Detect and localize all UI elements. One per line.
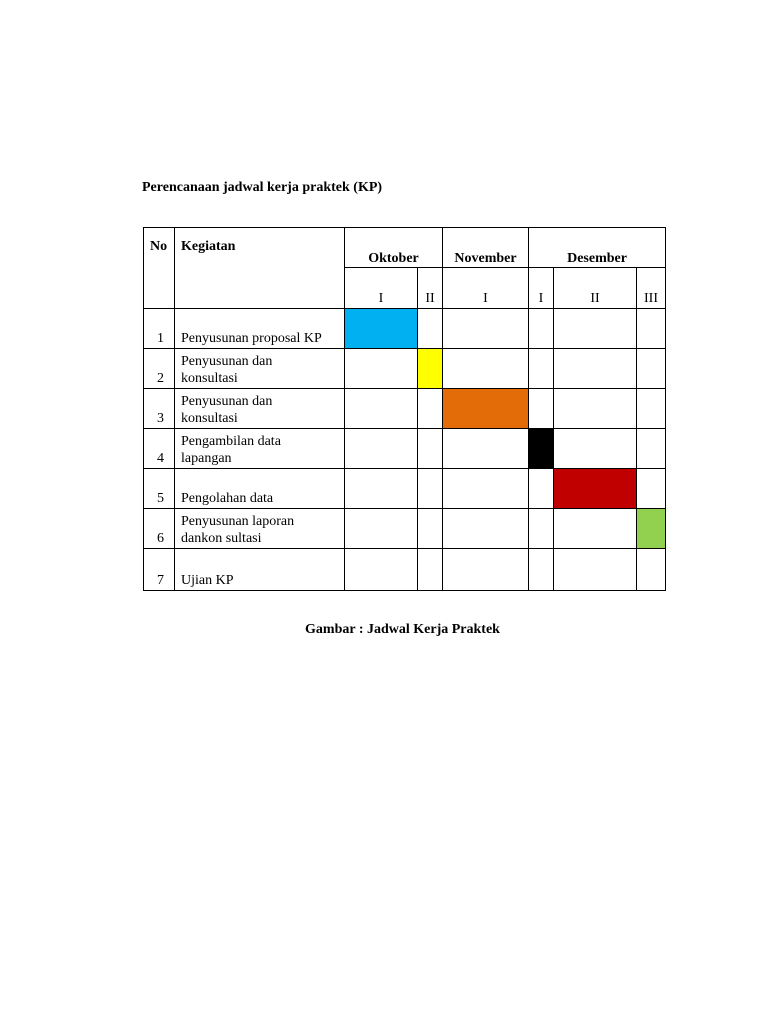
activity-line-1: Penyusunan dan xyxy=(181,394,273,409)
schedule-cell xyxy=(418,509,443,549)
activity-line-1: Pengolahan data xyxy=(181,491,274,506)
schedule-cell xyxy=(554,309,637,349)
schedule-cell xyxy=(554,549,637,591)
schedule-cell xyxy=(443,429,529,469)
schedule-cell xyxy=(637,309,666,349)
schedule-cell xyxy=(345,469,418,509)
week-header-des-3: III xyxy=(637,268,666,309)
activity-line-2: konsultasi xyxy=(181,371,238,386)
schedule-cell xyxy=(345,349,418,389)
schedule-bar xyxy=(443,389,529,429)
schedule-bar xyxy=(637,509,666,549)
row-activity xyxy=(175,389,345,429)
schedule-cell xyxy=(418,469,443,509)
schedule-rows xyxy=(144,309,666,591)
schedule-cell xyxy=(637,549,666,591)
row-number: 6 xyxy=(144,509,175,549)
schedule-cell xyxy=(529,389,554,429)
schedule-cell xyxy=(554,389,637,429)
schedule-bar xyxy=(345,309,418,349)
table-row xyxy=(144,429,666,469)
activity-line-1: Ujian KP xyxy=(181,573,234,588)
schedule-cell xyxy=(418,429,443,469)
week-header-des-2: II xyxy=(554,268,637,309)
row-number: 2 xyxy=(144,349,175,389)
document-title: Perencanaan jadwal kerja praktek (KP) xyxy=(142,180,383,195)
activity-line-2: konsultasi xyxy=(181,411,238,426)
week-header-okt-1: I xyxy=(345,268,418,309)
week-header-des-1: I xyxy=(529,268,554,309)
schedule-cell xyxy=(345,429,418,469)
row-activity xyxy=(175,509,345,549)
schedule-cell xyxy=(554,509,637,549)
row-number: 1 xyxy=(144,309,175,349)
table-row xyxy=(144,389,666,429)
schedule-cell xyxy=(345,389,418,429)
row-activity xyxy=(175,309,345,349)
schedule-cell xyxy=(418,309,443,349)
table-row xyxy=(144,469,666,509)
schedule-cell xyxy=(529,549,554,591)
schedule-cell xyxy=(529,309,554,349)
schedule-cell xyxy=(529,509,554,549)
row-activity xyxy=(175,549,345,591)
table-row xyxy=(144,349,666,389)
header-month-november xyxy=(443,228,529,268)
schedule-bar xyxy=(529,429,554,469)
activity-line-1: Penyusunan proposal KP xyxy=(181,331,322,346)
schedule-cell xyxy=(443,309,529,349)
activity-line-2: dankon sultasi xyxy=(181,531,262,546)
schedule-cell xyxy=(345,509,418,549)
week-header-okt-2: II xyxy=(418,268,443,309)
schedule-cell xyxy=(418,389,443,429)
schedule-bar xyxy=(554,469,637,509)
table-row xyxy=(144,309,666,349)
schedule-cell xyxy=(554,429,637,469)
schedule-cell xyxy=(443,509,529,549)
week-header-nov-1: I xyxy=(443,268,529,309)
schedule-cell xyxy=(443,469,529,509)
schedule-cell xyxy=(637,469,666,509)
month-label: Oktober xyxy=(368,251,419,266)
row-activity xyxy=(175,349,345,389)
row-number: 3 xyxy=(144,389,175,429)
schedule-cell xyxy=(637,429,666,469)
header-month-oktober xyxy=(345,228,443,268)
row-activity xyxy=(175,469,345,509)
schedule-cell xyxy=(443,549,529,591)
schedule-cell xyxy=(345,549,418,591)
schedule-cell xyxy=(637,349,666,389)
schedule-cell xyxy=(529,349,554,389)
table-row xyxy=(144,549,666,591)
schedule-cell xyxy=(443,349,529,389)
row-activity xyxy=(175,429,345,469)
header-month-desember xyxy=(529,228,666,268)
table-row xyxy=(144,509,666,549)
header-activity: Kegiatan xyxy=(175,228,345,309)
schedule-cell xyxy=(554,349,637,389)
schedule-bar xyxy=(418,349,443,389)
activity-line-1: Penyusunan dan xyxy=(181,354,273,369)
row-number: 7 xyxy=(144,549,175,591)
month-label: Desember xyxy=(567,251,627,266)
schedule-cell xyxy=(529,469,554,509)
schedule-table xyxy=(143,227,666,591)
row-number: 5 xyxy=(144,469,175,509)
schedule-cell xyxy=(418,549,443,591)
activity-line-1: Penyusunan laporan xyxy=(181,514,295,529)
activity-line-1: Pengambilan data xyxy=(181,434,281,449)
activity-line-2: lapangan xyxy=(181,451,232,466)
figure-caption: Gambar : Jadwal Kerja Praktek xyxy=(305,622,500,637)
schedule-cell xyxy=(637,389,666,429)
header-no: No xyxy=(144,228,175,309)
month-label: November xyxy=(454,251,517,266)
row-number: 4 xyxy=(144,429,175,469)
